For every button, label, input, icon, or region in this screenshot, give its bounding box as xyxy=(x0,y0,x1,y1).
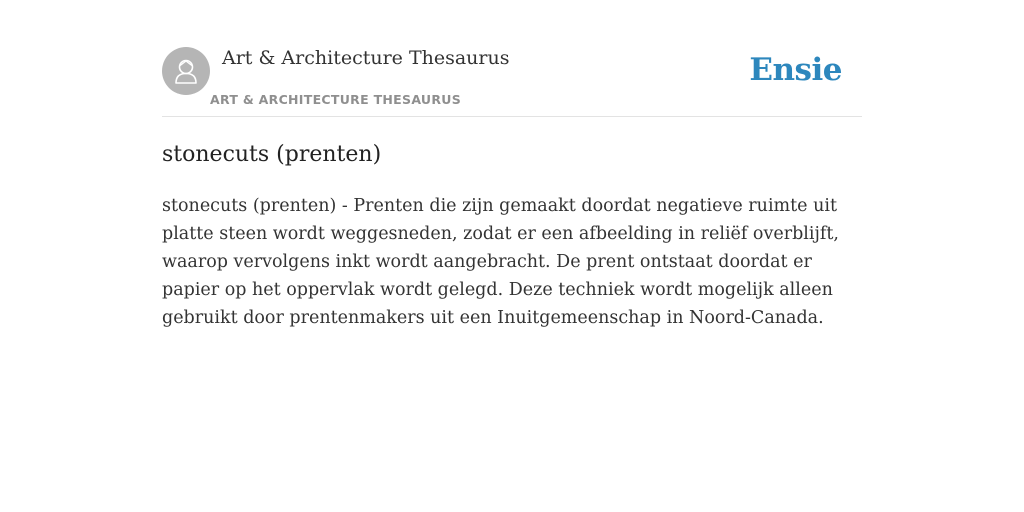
author-name[interactable]: Art & Architecture Thesaurus xyxy=(222,47,510,69)
user-icon xyxy=(162,47,210,95)
page-title: stonecuts (prenten) xyxy=(162,142,382,167)
avatar[interactable] xyxy=(162,47,210,95)
brand-logo[interactable]: Ensie xyxy=(749,52,842,88)
author-subtitle[interactable]: ART & ARCHITECTURE THESAURUS xyxy=(210,92,462,107)
definition-text: stonecuts (prenten) - Prenten die zijn gemaakt doordat negatieve ruimte uit platte steen wordt weggesneden, zodat er een afbeelding in reliëf overblijft, waarop vervolgens inkt wordt aangebracht. De prent ontstaat doordat er papier op het oppervlak wordt gelegd. Deze techniek wordt mogelijk alleen gebruikt door prentenmakers uit een Inuitgemeenschap in Noord-Canada. xyxy=(162,196,839,328)
author-header xyxy=(162,46,862,117)
